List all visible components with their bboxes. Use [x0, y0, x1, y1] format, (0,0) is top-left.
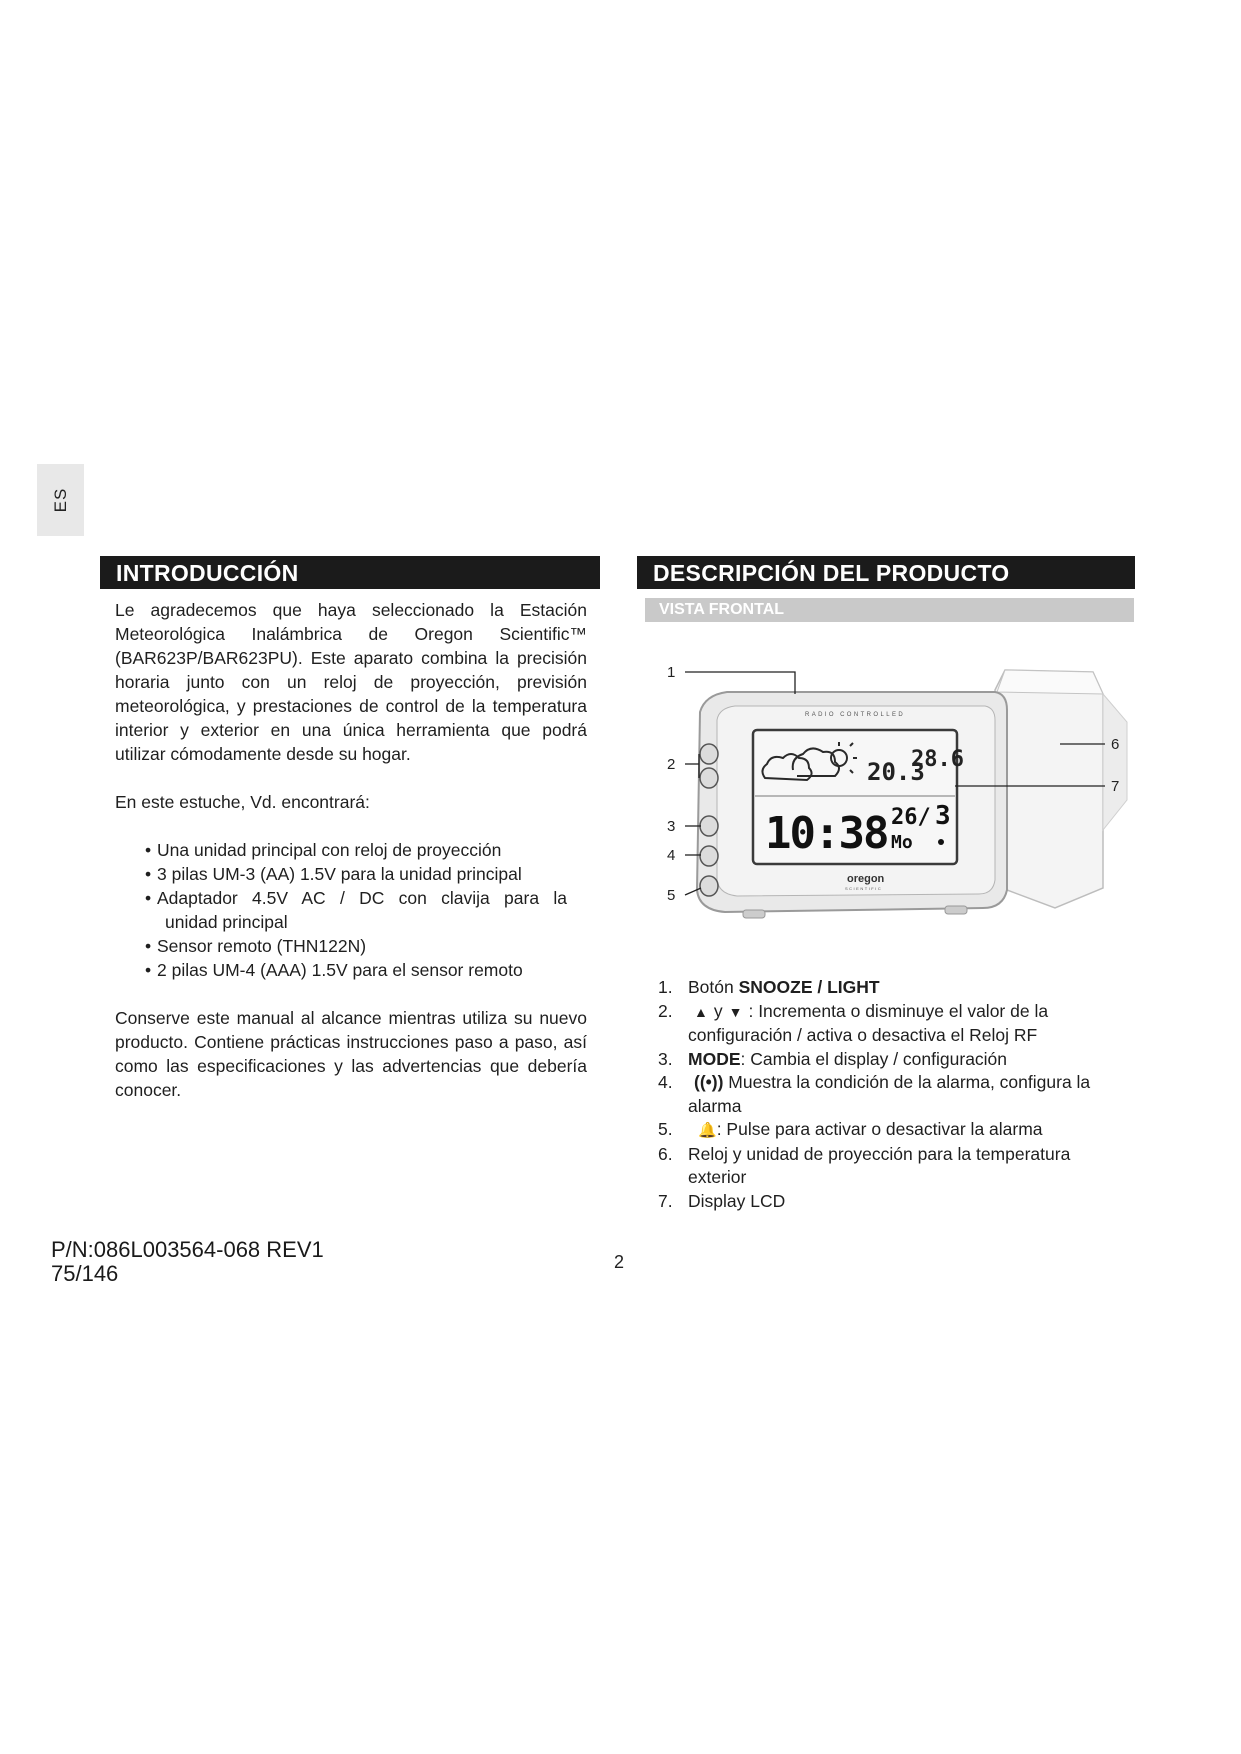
- callout-4: 4: [667, 847, 676, 864]
- alarm-signal-icon: ((•)): [694, 1072, 724, 1092]
- feature-list: [658, 976, 1128, 1213]
- manual-note-paragraph: Conserve este manual al alcance mientras utiliza su nuevo producto. Contiene prácticas instrucciones paso a paso, así como las especificaciones y las advertencias que debería conocer.: [115, 1008, 587, 1100]
- box-contents-list: [115, 838, 587, 982]
- intro-body: [115, 598, 587, 1102]
- time-readout: 10:38: [765, 808, 888, 859]
- list-item: • 3 pilas UM-3 (AA) 1.5V para la unidad principal: [145, 862, 587, 886]
- day-readout: Mo: [891, 832, 913, 853]
- outdoor-temperature: 28.6: [911, 747, 964, 772]
- brand-sub-logo: SCIENTIFIC: [845, 886, 883, 891]
- callout-2: 2: [667, 756, 676, 773]
- callout-3: 3: [667, 818, 676, 835]
- page-number: 2: [614, 1252, 625, 1272]
- part-number-footer: [51, 1238, 324, 1286]
- feature-item: 6. Reloj y unidad de proyección para la temperatura exterior: [658, 1143, 1071, 1187]
- feature-item: 4. ((•)) Muestra la condición de la alarma, configura la alarma: [658, 1072, 1091, 1116]
- alarm-bell-icon: 🔔: [698, 1122, 717, 1139]
- callout-1: 1: [667, 664, 676, 681]
- callout-7: 7: [1111, 778, 1120, 795]
- feature-item: 3. MODE: Cambia el display / configuración: [658, 1048, 1008, 1069]
- language-label: ES: [50, 487, 70, 513]
- date-readout: 26/: [891, 805, 931, 830]
- brand-logo: oregon: [847, 873, 885, 885]
- part-number: P/N:086L003564-068 REV1: [51, 1237, 324, 1262]
- main-unit: [697, 692, 1007, 918]
- projector-unit: [995, 670, 1127, 908]
- front-view-subheading: VISTA FRONTAL: [645, 598, 1134, 622]
- indoor-temperature: 20.3: [867, 758, 925, 786]
- device-front-view-illustration: [645, 640, 1205, 940]
- feature-item: 7. Display LCD: [658, 1190, 786, 1211]
- list-item: • Sensor remoto (THN122N): [145, 934, 587, 958]
- list-item: • Una unidad principal con reloj de proyección: [145, 838, 587, 862]
- radio-controlled-label: RADIO CONTROLLED: [805, 712, 906, 718]
- list-item: • 2 pilas UM-4 (AAA) 1.5V para el sensor remoto: [145, 958, 587, 982]
- page-count: 75/146: [51, 1261, 119, 1286]
- feature-item: 2. ▲ y ▼ : Incrementa o disminuye el valor de la configuración / activa o desactiva el Reloj RF: [658, 1000, 1049, 1045]
- feature-item: 5. 🔔: Pulse para activar o desactivar la alarma: [658, 1118, 1128, 1143]
- language-tab: [37, 464, 84, 536]
- callout-6: 6: [1111, 736, 1120, 753]
- intro-paragraph: Le agradecemos que haya seleccionado la Estación Meteorológica Inalámbrica de Oregon Scientific™ (BAR623P/BAR623PU). Este aparato combina la precisión horaria junto con un reloj de proyección, previsión meteorológica, y prestaciones de control de la temperatura interior y exterior en una única herramienta que podrá utilizar cómodamente desde su hogar.: [115, 600, 587, 764]
- callout-5: 5: [667, 887, 676, 904]
- down-arrow-icon: ▼: [728, 1003, 743, 1020]
- list-item: • Adaptador 4.5V AC / DC con clavija para la unidad principal: [145, 886, 587, 934]
- box-contents-heading: En este estuche, Vd. encontrará:: [115, 792, 370, 812]
- digit-readout: 3: [935, 801, 951, 831]
- feature-item: 1. Botón SNOOZE / LIGHT: [658, 977, 880, 997]
- intro-heading: INTRODUCCIÓN: [100, 556, 600, 589]
- product-heading: DESCRIPCIÓN DEL PRODUCTO: [637, 556, 1135, 589]
- up-arrow-icon: ▲: [694, 1003, 708, 1020]
